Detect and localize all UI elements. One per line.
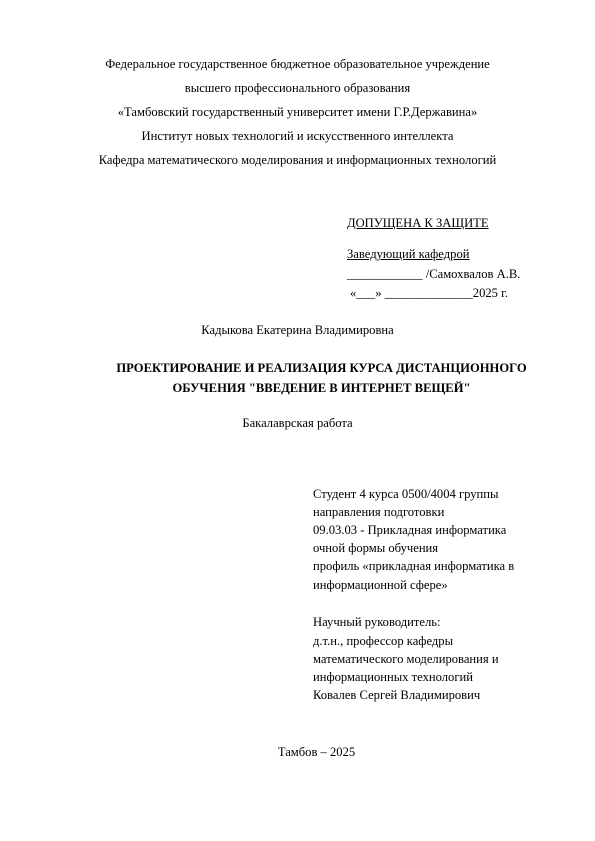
city-year: Тамбов – 2025	[277, 745, 356, 759]
thesis-title-line-1: ПРОЕКТИРОВАНИЕ И РЕАЛИЗАЦИЯ КУРСА ДИСТАНЦИОННОГО	[116, 361, 527, 375]
author-name: Кадыкова Екатерина Владимировна	[201, 323, 394, 337]
header-line-3: «Тамбовский государственный университет имени Г.Р.Державина»	[117, 105, 478, 119]
header-line-4: Институт новых технологий и искусственного интеллекта	[141, 129, 454, 143]
supervisor-info-line: д.т.н., профессор кафедры	[313, 634, 454, 648]
signature-line: ____________ /Самохвалов А.В.	[347, 267, 521, 281]
date-line: «___» ______________2025 г.	[350, 286, 509, 300]
supervisor-info-line: информационных технологий	[313, 670, 473, 684]
approval-title: ДОПУЩЕНА К ЗАЩИТЕ	[347, 216, 489, 230]
student-info-line: профиль «прикладная информатика в	[313, 559, 515, 573]
student-info-line: информационной сфере»	[313, 578, 448, 592]
work-type: Бакалаврская работа	[242, 416, 353, 430]
head-of-department-label: Заведующий кафедрой	[347, 247, 470, 261]
supervisor-info-line: Научный руководитель:	[313, 615, 441, 629]
student-info-line: 09.03.03 - Прикладная информатика	[313, 523, 507, 537]
supervisor-info-line: математического моделирования и	[313, 652, 499, 666]
thesis-title-line-2: ОБУЧЕНИЯ "ВВЕДЕНИЕ В ИНТЕРНЕТ ВЕЩЕЙ"	[172, 381, 471, 395]
supervisor-info-line: Ковалев Сергей Владимирович	[313, 688, 481, 702]
header-line-1: Федеральное государственное бюджетное образовательное учреждение	[105, 57, 490, 71]
student-info-line: Студент 4 курса 0500/4004 группы	[313, 487, 499, 501]
student-info-line: направления подготовки	[313, 505, 445, 519]
header-line-2: высшего профессионального образования	[184, 81, 411, 95]
header-line-5: Кафедра математического моделирования и информационных технологий	[98, 153, 497, 167]
student-info-line: очной формы обучения	[313, 541, 439, 555]
